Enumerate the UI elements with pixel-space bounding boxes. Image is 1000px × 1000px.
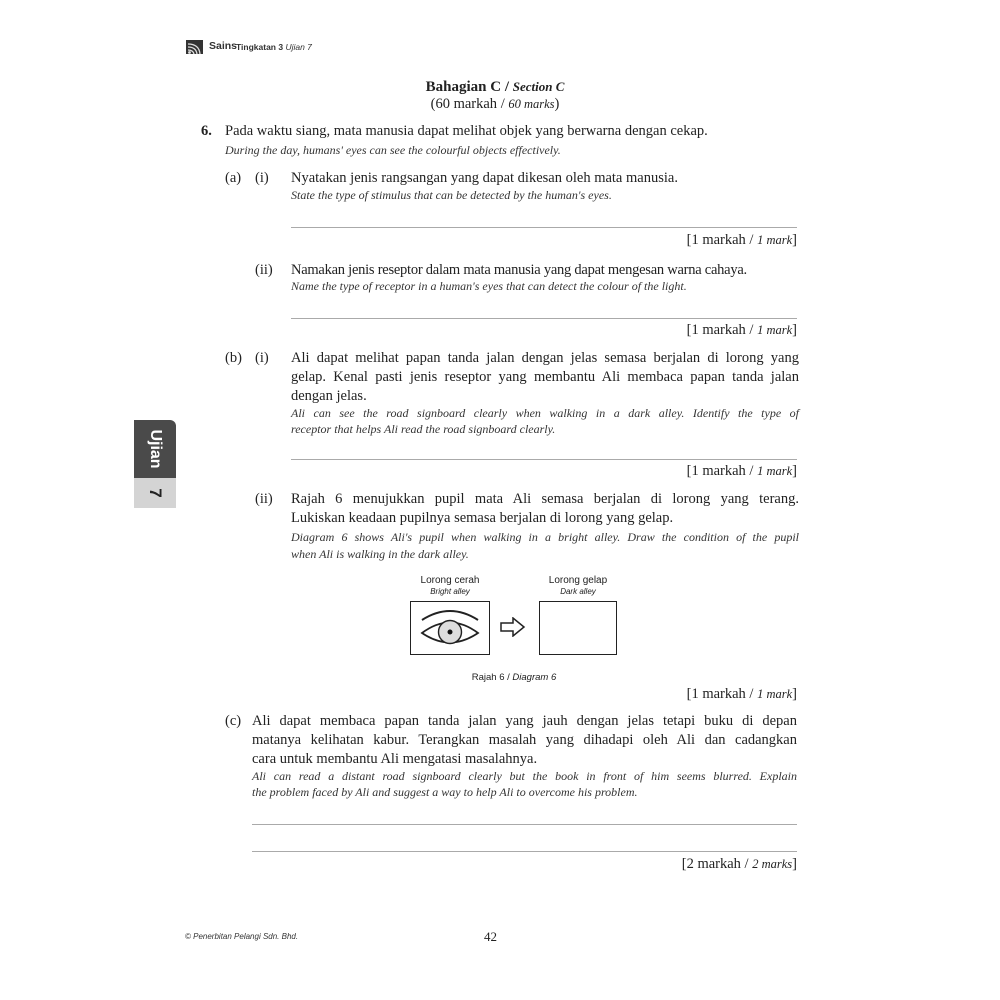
b-ii-en-line: when Ali is walking in the dark alley. bbox=[291, 547, 469, 561]
section-title: Bahagian C / Section C bbox=[425, 79, 565, 95]
header-test: Ujian 7 bbox=[285, 42, 312, 52]
q6-stem-ms: Pada waktu siang, mata manusia dapat melihat objek yang berwarna dengan cekap. bbox=[225, 123, 708, 139]
part-b-label: (b) bbox=[225, 350, 242, 366]
mark-en: 1 mark bbox=[757, 464, 793, 478]
section-marks-ms: (60 markah bbox=[430, 96, 498, 112]
header-form bbox=[236, 42, 312, 52]
b-ii-question bbox=[291, 491, 799, 562]
c-en-line: the problem faced by Ali and suggest a way to help Ali to overcome his problem. bbox=[252, 785, 638, 799]
section-marks-en: 60 marks bbox=[508, 97, 555, 111]
caption-en: Diagram 6 bbox=[512, 672, 557, 683]
caption-ms: Rajah 6 / bbox=[471, 672, 510, 683]
b-i-marks bbox=[687, 463, 797, 480]
diagram-left-label bbox=[410, 575, 490, 597]
mark-en: 1 mark bbox=[757, 687, 793, 701]
b-i-en-line: Ali can see the road signboard clearly when walking in a dark alley. Identify the type of bbox=[291, 406, 799, 420]
part-c-label: (c) bbox=[225, 713, 242, 729]
mark-ms: [1 markah / bbox=[686, 686, 754, 702]
mark-ms: [1 markah / bbox=[686, 232, 754, 248]
b-ii-ms-line: Rajah 6 menujukkan pupil mata Ali semasa berjalan di lorong yang terang. bbox=[291, 491, 799, 507]
section-title-ms: Bahagian C bbox=[425, 79, 502, 95]
c-en-line: Ali can read a distant road signboard clearly but the book in front of him seems blurred. Explain bbox=[252, 769, 797, 783]
b-ii-marks bbox=[687, 686, 797, 703]
part-b-i-label: (i) bbox=[255, 350, 269, 366]
b-i-en-line: receptor that helps Ali read the road signboard clearly. bbox=[291, 422, 556, 436]
bracket: ] bbox=[792, 232, 797, 248]
bracket: ] bbox=[792, 686, 797, 702]
answer-line[interactable] bbox=[252, 851, 797, 852]
header-form-label: Tingkatan 3 bbox=[236, 42, 284, 52]
bracket: ] bbox=[792, 463, 797, 479]
diagram-right-label bbox=[538, 575, 618, 597]
part-a-ii-label: (ii) bbox=[255, 262, 273, 278]
right-label-ms: Lorong gelap bbox=[548, 575, 608, 586]
mark-en: 2 marks bbox=[752, 857, 793, 871]
paren: ) bbox=[554, 96, 560, 112]
bracket: ] bbox=[792, 322, 797, 338]
b-i-ms-line: gelap. Kenal pasti jenis reseptor yang membantu Ali membaca papan tanda jalan bbox=[291, 369, 799, 385]
arrow-icon bbox=[500, 617, 526, 641]
answer-line[interactable] bbox=[291, 227, 797, 228]
b-i-ms-line: Ali dapat melihat papan tanda jalan dengan jelas semasa berjalan di lorong yang bbox=[291, 350, 799, 366]
side-tab-label: Ujian bbox=[147, 429, 164, 469]
a-ii-question-en: Name the type of receptor in a human's eyes that can detect the colour of the light. bbox=[291, 279, 687, 293]
mark-en: 1 mark bbox=[757, 233, 793, 247]
mark-ms: [1 markah / bbox=[686, 322, 754, 338]
c-ms-line: cara untuk membantu Ali mengatasi masalahnya. bbox=[252, 751, 538, 767]
c-marks bbox=[682, 856, 797, 873]
mark-ms: [2 markah / bbox=[681, 856, 749, 872]
left-label-en: Bright alley bbox=[430, 587, 470, 596]
side-tab bbox=[134, 420, 176, 508]
a-i-marks bbox=[687, 232, 797, 249]
c-question bbox=[252, 713, 797, 800]
bright-alley-eye-box bbox=[410, 601, 490, 655]
mark-ms: [1 markah / bbox=[686, 463, 754, 479]
right-label-en: Dark alley bbox=[560, 587, 596, 596]
a-i-question-ms: Nyatakan jenis rangsangan yang dapat dikesan oleh mata manusia. bbox=[291, 170, 678, 186]
b-i-ms-line: dengan jelas. bbox=[291, 388, 367, 404]
dark-alley-drawing-box[interactable] bbox=[539, 601, 617, 655]
answer-line[interactable] bbox=[291, 318, 797, 319]
header-subject: Sains bbox=[209, 40, 238, 52]
b-ii-ms-line: Lukiskan keadaan pupilnya semasa berjalan di lorong yang gelap. bbox=[291, 510, 674, 526]
part-a-label: (a) bbox=[225, 170, 242, 186]
bracket: ] bbox=[792, 856, 797, 872]
answer-line[interactable] bbox=[291, 459, 797, 460]
page-number: 42 bbox=[484, 929, 497, 944]
footer-publisher: © Penerbitan Pelangi Sdn. Bhd. bbox=[185, 932, 299, 941]
part-a-i-label: (i) bbox=[255, 170, 269, 186]
section-title-en: Section C bbox=[512, 79, 565, 94]
c-ms-line: matanya kelihatan kabur. Terangkan masalah yang dihadapi oleh Ali dan cadangkan bbox=[252, 732, 797, 748]
left-label-ms: Lorong cerah bbox=[420, 575, 480, 586]
side-tab-number: 7 bbox=[146, 488, 165, 498]
part-b-ii-label: (ii) bbox=[255, 491, 273, 507]
a-ii-question-ms: Namakan jenis reseptor dalam mata manusia yang dapat mengesan warna cahaya. bbox=[291, 262, 747, 278]
answer-line[interactable] bbox=[252, 824, 797, 825]
publisher-logo-icon bbox=[186, 40, 203, 54]
b-ii-en-line: Diagram 6 shows Ali's pupil when walking in a bright alley. Draw the condition of the pupil bbox=[291, 530, 799, 544]
q6-stem-en: During the day, humans' eyes can see the colourful objects effectively. bbox=[225, 143, 561, 157]
mark-en: 1 mark bbox=[757, 323, 793, 337]
diagram-caption bbox=[414, 672, 614, 683]
question-number: 6. bbox=[201, 123, 212, 139]
b-i-question bbox=[291, 350, 799, 437]
section-marks: (60 markah / 60 marks) bbox=[430, 96, 560, 112]
a-i-question-en: State the type of stimulus that can be detected by the human's eyes. bbox=[291, 188, 612, 202]
eye-icon bbox=[411, 602, 489, 654]
c-ms-line: Ali dapat membaca papan tanda jalan yang jauh dengan jelas tetapi buku di depan bbox=[252, 713, 797, 729]
a-ii-marks bbox=[687, 322, 797, 339]
